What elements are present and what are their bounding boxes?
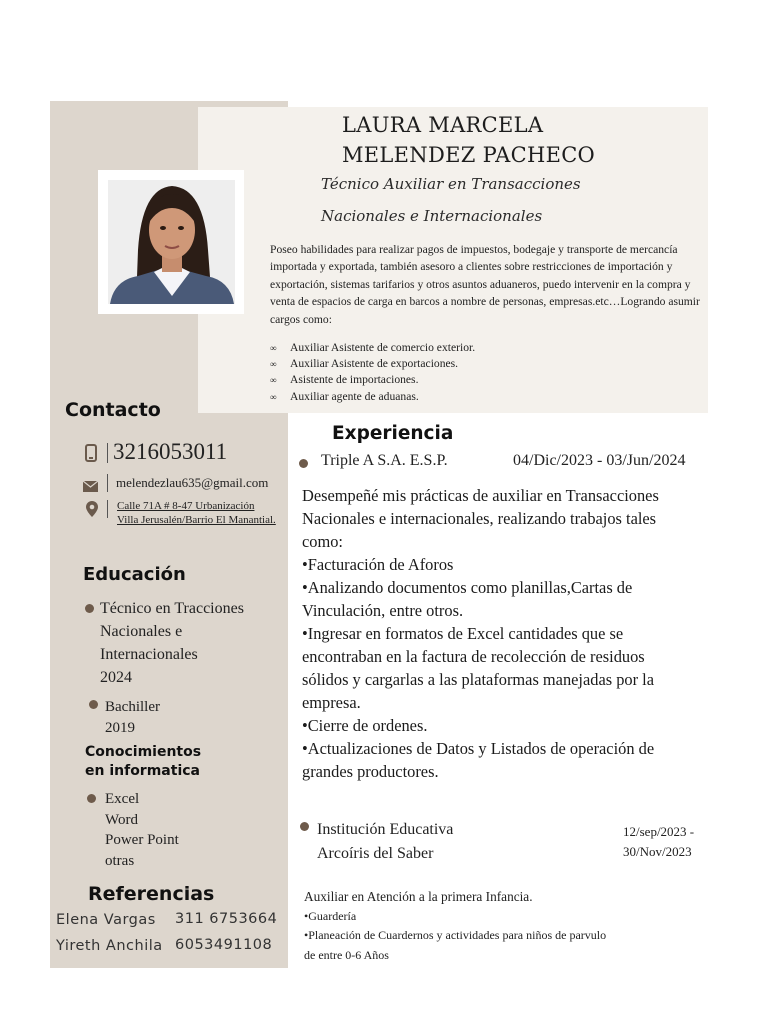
infinity-bullet-icon: ∞ xyxy=(270,375,277,386)
skills-list xyxy=(105,789,179,871)
roles-list xyxy=(270,340,700,405)
reference-name: Elena Vargas xyxy=(56,912,156,928)
reference-phone[interactable]: 311 6753664 xyxy=(175,911,278,927)
list-item: ∞ Auxiliar Asistente de exportaciones. xyxy=(270,356,700,372)
list-item: Excel xyxy=(105,791,140,807)
infinity-bullet-icon: ∞ xyxy=(270,359,277,370)
reference-name: Yireth Anchila xyxy=(56,938,163,954)
divider xyxy=(107,474,108,492)
bullet-dot-icon xyxy=(299,459,308,468)
contact-address[interactable]: Calle 71A # 8-47 Urbanización Villa Jerusalén/Barrio El Manantial. xyxy=(117,500,276,526)
reference-phone[interactable]: 6053491108 xyxy=(175,937,273,953)
education-item-1: Técnico en Tracciones Nacionales e Internacionales 2024 xyxy=(100,600,244,686)
job-description: Auxiliar en Atención a la primera Infancia. •Guardería •Planeación de Cuardernos y actividades para niños de parvulo de entre 0-6 Años xyxy=(304,889,607,962)
name-line-1: LAURA MARCELA xyxy=(342,113,544,137)
job-title-line-2: Nacionales e Internacionales xyxy=(321,207,543,225)
bullet-dot-icon xyxy=(85,604,94,613)
job-title-line-1: Técnico Auxiliar en Transacciones xyxy=(321,175,581,193)
infinity-bullet-icon: ∞ xyxy=(270,391,277,402)
list-item: ∞ Auxiliar agente de aduanas. xyxy=(270,389,700,405)
person-portrait-icon xyxy=(108,180,235,304)
job-company: Triple A S.A. E.S.P. xyxy=(321,452,448,469)
job-description: Desempeñé mis prácticas de auxiliar en Transacciones Nacionales e internacionales, realizando trabajos tales como: •Facturación de Aforos •Analizando documentos como planillas,Cartas de Vinculación, entre otros. •Ingresar en formatos de Excel cantidades que se encontraban en la factura de recolección de residuos sólidos y cargarlas a las plataformas manejadas por la empresa. •Cierre de ordenes. •Actualizaciones de Datos y Listados de operación de grandes productores. xyxy=(302,486,659,781)
skills-heading: Conocimientos en informatica xyxy=(85,744,202,779)
job-company: Institución Educativa Arcoíris del Saber xyxy=(317,821,454,862)
divider xyxy=(107,443,108,463)
bullet-dot-icon xyxy=(87,794,96,803)
experience-heading: Experiencia xyxy=(332,423,454,444)
profile-photo xyxy=(108,180,235,304)
bullet-dot-icon xyxy=(300,822,309,831)
email-icon xyxy=(83,477,98,496)
list-item: ∞ Asistente de importaciones. xyxy=(270,372,700,388)
contact-email[interactable]: melendezlau635@gmail.com xyxy=(116,475,269,490)
profile-summary: Poseo habilidades para realizar pagos de impuestos, bodegaje y transporte de mercancía importada y exportada, también asesoro a clientes sobre restricciones de importación y exportación, sistemas tarifarios y otros asuntos aduaneros, puedo intervenir en la compra y venta de espacios de carga en barcos a nombre de personas, empresas.etc…Logrando asumir cargos como: xyxy=(270,243,700,326)
education-heading: Educación xyxy=(83,564,186,585)
list-item: Power Point xyxy=(105,832,179,848)
phone-icon xyxy=(85,444,97,466)
contact-phone[interactable]: 3216053011 xyxy=(113,439,228,464)
list-item: ∞ Auxiliar Asistente de comercio exterior. xyxy=(270,340,700,356)
bullet-dot-icon xyxy=(89,700,98,709)
job-dates: 12/sep/2023 - 30/Nov/2023 xyxy=(623,824,695,859)
job-dates: 04/Dic/2023 - 03/Jun/2024 xyxy=(513,452,686,469)
name-line-2: MELENDEZ PACHECO xyxy=(342,143,596,167)
contact-heading: Contacto xyxy=(65,399,161,421)
list-item: otras xyxy=(105,852,135,869)
divider xyxy=(107,500,108,518)
education-item-2: Bachiller 2019 xyxy=(105,699,160,736)
location-pin-icon xyxy=(86,501,98,521)
references-heading: Referencias xyxy=(88,883,215,905)
infinity-bullet-icon: ∞ xyxy=(270,343,277,353)
list-item: Word xyxy=(105,811,138,828)
